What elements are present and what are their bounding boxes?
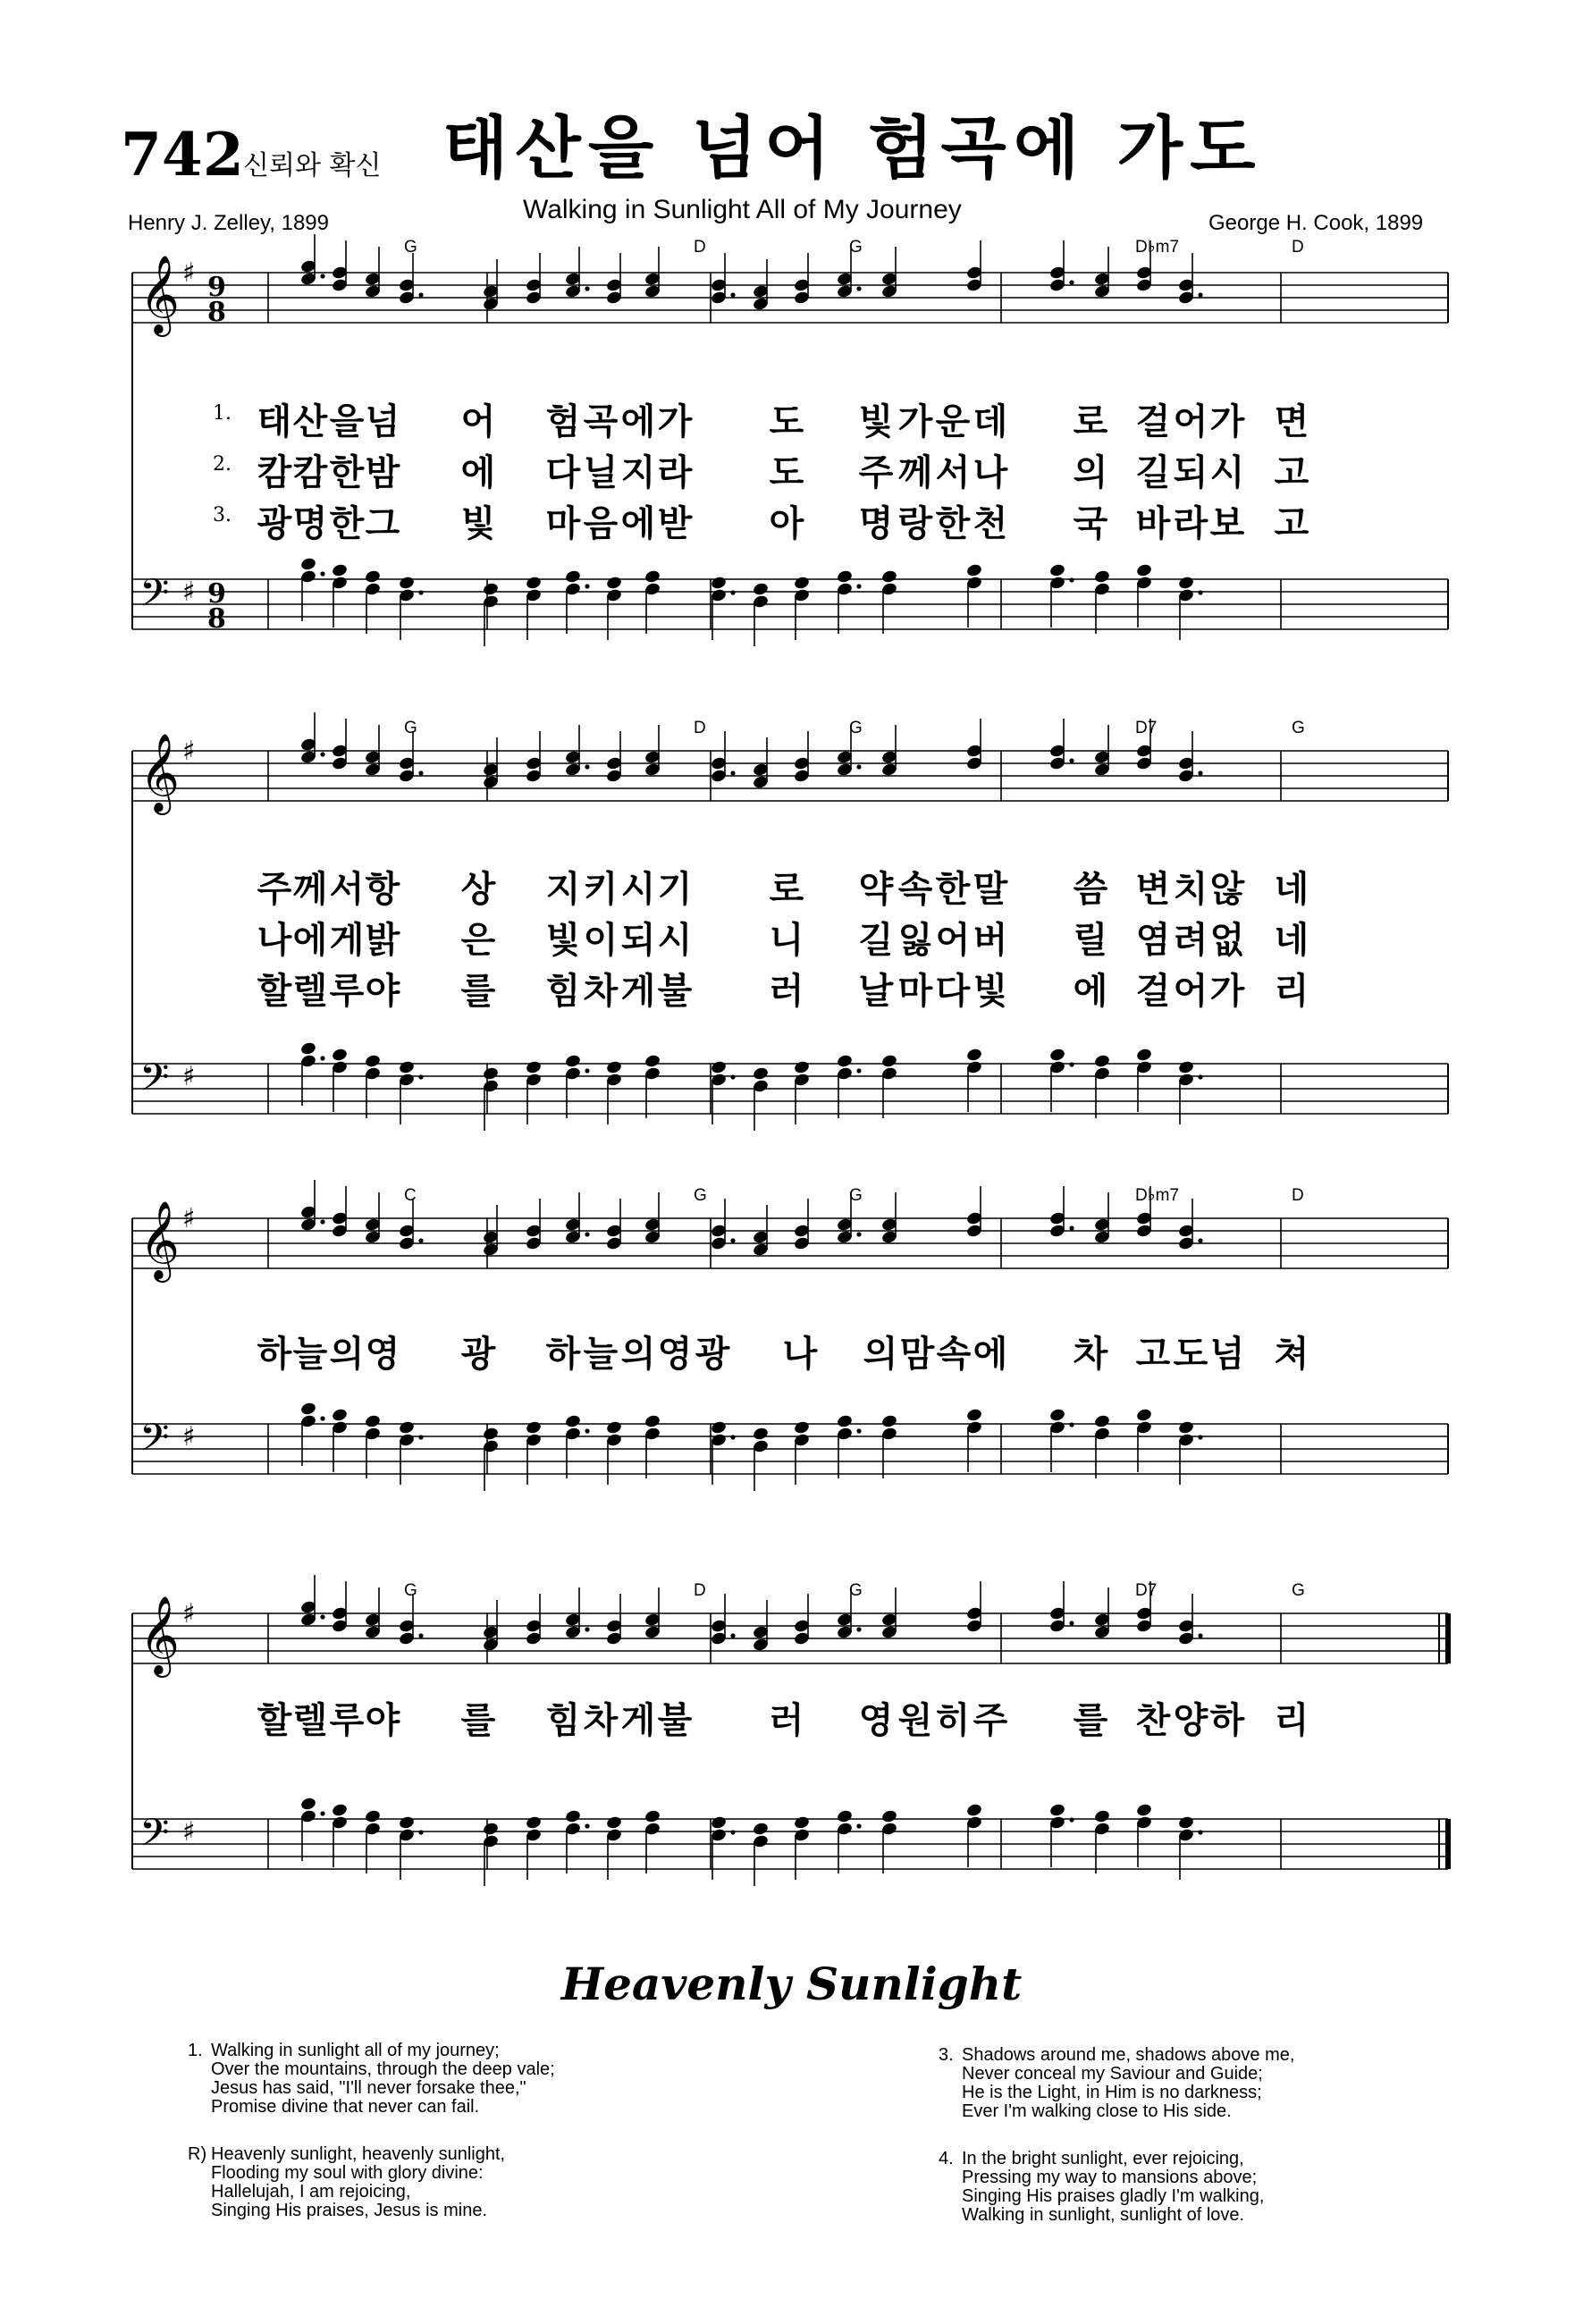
note-head	[793, 1815, 810, 1831]
time-signature-bottom: 8	[207, 297, 226, 328]
lyric-syllable: 지	[545, 869, 581, 910]
lyric-syllable: 게	[329, 920, 365, 961]
lyric-syllable: 가	[1209, 971, 1245, 1012]
key-signature-sharp-icon: ♯	[182, 1816, 196, 1848]
time-signature-bottom: 8	[207, 603, 226, 635]
chord-symbol: D	[694, 238, 706, 257]
lyric-syllable: 보	[1209, 503, 1245, 544]
lyric-syllable: 어	[460, 401, 496, 442]
lyric-syllable: 고	[1274, 452, 1309, 493]
note-head	[880, 1809, 897, 1824]
lyric-syllable: 속	[936, 1334, 972, 1375]
lyric-syllable: 도	[769, 401, 804, 442]
lyric-syllable: 가	[897, 401, 933, 442]
lyric-syllable: 도	[1173, 1334, 1208, 1375]
lyric-syllable: 가	[657, 401, 693, 442]
lyric-syllable: 로	[1073, 401, 1108, 442]
note-head	[1135, 1803, 1152, 1818]
note-head	[1093, 1809, 1110, 1824]
time-signature-top: 9	[207, 578, 226, 610]
stanza-label: 3.	[939, 2045, 954, 2065]
lyric-syllable: 차	[583, 1700, 619, 1741]
lyric-syllable: 받	[657, 503, 693, 544]
note-head	[644, 1809, 661, 1824]
lyric-syllable: 되	[1173, 452, 1208, 493]
dot	[1069, 1621, 1074, 1625]
chord-symbol: D	[694, 719, 706, 737]
lyric-syllable: 아	[769, 503, 804, 544]
lyric-syllable: 쳐	[1274, 1334, 1309, 1375]
lyric-syllable: 에	[620, 503, 656, 544]
lyric-syllable: 버	[973, 920, 1008, 961]
stanza-line: Promise divine that never can fail.	[211, 2097, 480, 2117]
lyric-syllable: 영	[365, 1334, 400, 1375]
lyric-syllable: 러	[769, 1700, 804, 1741]
lyric-syllable: 시	[657, 920, 693, 961]
note-head	[364, 1809, 381, 1824]
lyric-syllable: 약	[858, 869, 894, 910]
lyric-syllable: 태	[257, 401, 292, 442]
lyric-syllable: 나	[973, 452, 1008, 493]
lyric-syllable: 니	[769, 920, 804, 961]
lyric-syllable: 명	[858, 503, 894, 544]
lyric-syllable: 고	[1274, 503, 1309, 544]
chord-symbol: G	[694, 1186, 707, 1205]
english-stanza-4	[939, 2150, 1264, 2225]
lyric-syllable: 닐	[583, 452, 619, 493]
dot	[418, 1633, 423, 1638]
lyric-syllable: 할	[257, 1700, 292, 1741]
lyric-syllable: 나	[782, 1334, 818, 1375]
lyric-syllable: 서	[329, 869, 365, 910]
stanza-line: In the bright sunlight, ever rejoicing,	[962, 2149, 1244, 2168]
lyric-syllable: 께	[292, 869, 328, 910]
lyric-syllable: 께	[897, 452, 933, 493]
stanza-line: Jesus has said, "I'll never forsake thee,"	[211, 2078, 526, 2098]
stanza-label: R)	[188, 2144, 207, 2164]
lyric-syllable: 다	[935, 971, 971, 1012]
key-signature-sharp-icon: ♯	[182, 257, 196, 289]
lyric-syllable: 그	[365, 503, 400, 544]
note-head	[836, 1809, 853, 1824]
bass-staff	[132, 1811, 1448, 1869]
stanza-line: Hallelujah, I am rejoicing,	[211, 2182, 411, 2202]
bass-clef-icon: 𝄢	[139, 1811, 170, 1865]
lyric-syllable: 게	[620, 971, 656, 1012]
chord-symbol: G	[404, 1581, 417, 1600]
key-signature-sharp-icon: ♯	[182, 577, 196, 608]
lyric-syllable: 없	[1209, 920, 1245, 961]
chord-symbol: D♭m7	[1135, 238, 1180, 257]
treble-clef-icon: 𝄞	[139, 732, 180, 812]
lyric-syllable: 라	[657, 452, 693, 493]
lyric-syllable: 주	[858, 452, 894, 493]
lyric-syllable: 이	[583, 920, 619, 961]
lyric-syllable: 상	[460, 869, 496, 910]
lyric-syllable: 의	[620, 1334, 656, 1375]
lyric-syllable: 리	[1274, 1700, 1309, 1741]
lyric-syllable: 영	[657, 1334, 693, 1375]
stanza-line: Walking in sunlight, sunlight of love.	[962, 2205, 1245, 2225]
lyric-syllable: 캄	[257, 452, 292, 493]
lyric-syllable: 치	[1173, 869, 1208, 910]
lyric-syllable: 은	[460, 920, 496, 961]
lyric-syllable: 빛	[460, 503, 496, 544]
lyric-syllable: 를	[460, 1700, 496, 1741]
lyric-syllable: 천	[973, 503, 1008, 544]
stanza-line: He is the Light, in Him is no darkness;	[962, 2083, 1262, 2102]
key-signature-sharp-icon: ♯	[182, 736, 196, 767]
stanza-line: Singing His praises, Jesus is mine.	[211, 2201, 488, 2220]
chord-symbol: G	[1292, 1581, 1305, 1600]
note-head	[299, 1797, 316, 1812]
lyric-syllable: 넘	[1209, 1334, 1245, 1375]
lyric-syllable: 나	[257, 920, 292, 961]
composer-credit: George H. Cook, 1899	[1208, 211, 1424, 235]
lyric-syllable: 찬	[1135, 1700, 1171, 1741]
stanza-line: Shadows around me, shadows above me,	[962, 2045, 1295, 2065]
time-signature-top: 9	[207, 272, 226, 303]
lyric-syllable: 리	[1274, 971, 1309, 1012]
note-head	[1177, 1815, 1194, 1831]
lyric-syllable: 할	[257, 971, 292, 1012]
note-head	[331, 1803, 348, 1818]
hymn-number: 742	[121, 120, 244, 189]
lyric-syllable: 하	[1209, 1700, 1245, 1741]
lyric-syllable: 네	[1274, 920, 1309, 961]
lyric-syllable: 되	[620, 920, 656, 961]
lyric-syllable: 광	[460, 1334, 496, 1375]
lyric-syllable: 러	[769, 971, 804, 1012]
bass-clef-icon: 𝄢	[139, 1416, 170, 1469]
lyric-syllable: 마	[545, 503, 581, 544]
lyric-syllable: 한	[935, 503, 971, 544]
treble-clef-icon: 𝄞	[139, 1595, 180, 1674]
stanza-label: 1.	[188, 2041, 203, 2060]
lyric-syllable: 곡	[583, 401, 619, 442]
chord-symbol: G	[404, 719, 417, 737]
lyric-syllable: 려	[1173, 920, 1208, 961]
note-head	[1048, 1803, 1065, 1818]
dot	[856, 1627, 861, 1631]
lyric-syllable: 지	[620, 452, 656, 493]
lyric-syllable: 루	[329, 971, 365, 1012]
stanza-line: Never conceal my Saviour and Guide;	[962, 2064, 1263, 2084]
lyric-syllable: 도	[769, 452, 804, 493]
lyric-syllable: 한	[935, 869, 971, 910]
lyric-syllable: 맘	[899, 1334, 935, 1375]
lyric-syllable: 빛	[973, 971, 1008, 1012]
key-signature-sharp-icon: ♯	[182, 1203, 196, 1234]
note-head	[752, 1822, 769, 1837]
lyric-syllable: 하	[257, 1334, 292, 1375]
lyric-syllable: 않	[1209, 869, 1245, 910]
hymn-title: 태산을 넘어 험곡에 가도	[442, 108, 1263, 188]
dot	[856, 1823, 861, 1828]
lyric-syllable: 험	[545, 401, 581, 442]
chord-symbol: G	[1292, 719, 1305, 737]
stanza-line: Walking in sunlight all of my journey;	[211, 2041, 500, 2060]
lyric-syllable: 렐	[292, 1700, 328, 1741]
note-head	[965, 1803, 982, 1818]
dot	[730, 1830, 735, 1834]
lyric-syllable: 라	[1173, 503, 1208, 544]
lyric-syllable: 릴	[1073, 920, 1108, 961]
lyric-syllable: 의	[863, 1334, 898, 1375]
chord-symbol: D♭m7	[1135, 1186, 1180, 1205]
lyric-syllable: 길	[858, 920, 894, 961]
note-head	[564, 1809, 581, 1824]
lyric-syllable: 광	[695, 1334, 730, 1375]
lyric-syllable: 불	[657, 1700, 693, 1741]
lyric-syllable: 에	[620, 401, 656, 442]
stanza-line: Pressing my way to mansions above;	[962, 2168, 1258, 2187]
bass-clef-icon: 𝄢	[139, 571, 170, 625]
lyric-syllable: 광	[257, 503, 292, 544]
stanza-line: Heavenly sunlight, heavenly sunlight,	[211, 2144, 506, 2164]
lyric-syllable: 야	[365, 1700, 400, 1741]
lyric-syllable: 길	[1135, 452, 1171, 493]
stanza-line: Over the mountains, through the deep vale;	[211, 2059, 555, 2079]
chord-symbol: D	[694, 1581, 706, 1600]
key-signature-sharp-icon: ♯	[182, 1421, 196, 1452]
lyric-syllable: 잃	[897, 920, 933, 961]
stanza-line: Flooding my soul with glory divine:	[211, 2163, 484, 2183]
lyric-syllable: 를	[460, 971, 496, 1012]
chord-symbol: G	[849, 238, 863, 257]
chord-symbol: G	[849, 719, 863, 737]
lyric-syllable: 한	[329, 503, 365, 544]
lyric-syllable: 늘	[292, 1334, 328, 1375]
lyric-syllable: 염	[1135, 920, 1171, 961]
lyric-syllable: 에	[460, 452, 496, 493]
dot	[1198, 1830, 1202, 1834]
lyric-syllable: 시	[1209, 452, 1245, 493]
lyric-syllable: 하	[545, 1334, 581, 1375]
chord-symbol: D7	[1135, 1581, 1158, 1600]
lyric-syllable: 를	[1073, 1700, 1108, 1741]
lyric-syllable: 루	[329, 1700, 365, 1741]
dot	[730, 1633, 735, 1638]
lyric-syllable: 원	[897, 1700, 933, 1741]
lyric-syllable: 히	[935, 1700, 971, 1741]
stanza-line: Ever I'm walking close to His side.	[962, 2101, 1232, 2121]
lyric-syllable: 네	[1274, 869, 1309, 910]
verse-number: 3.	[213, 504, 232, 526]
lyric-syllable: 명	[292, 503, 328, 544]
verse-number: 1.	[213, 402, 232, 425]
lyric-syllable: 힘	[545, 971, 581, 1012]
lyric-syllable: 산	[292, 401, 328, 442]
note-head	[398, 1815, 415, 1831]
english-title: Heavenly Sunlight	[560, 1958, 1023, 2010]
lyric-syllable: 주	[973, 1700, 1008, 1741]
treble-clef-icon: 𝄞	[139, 1200, 180, 1279]
lyric-syllable: 걸	[1135, 401, 1171, 442]
lyric-syllable: 국	[1073, 503, 1108, 544]
lyric-syllable: 캄	[292, 452, 328, 493]
lyric-syllable: 말	[973, 869, 1008, 910]
lyric-syllable: 랑	[897, 503, 933, 544]
lyric-syllable: 날	[858, 971, 894, 1012]
lyric-syllable: 걸	[1135, 971, 1171, 1012]
lyric-syllable: 힘	[545, 1700, 581, 1741]
dot	[585, 1823, 589, 1828]
lyric-syllable: 양	[1173, 1700, 1208, 1741]
lyric-syllable: 항	[365, 869, 400, 910]
lyric-syllable: 어	[1173, 971, 1208, 1012]
lyric-syllable: 데	[973, 401, 1008, 442]
lyric-syllable: 가	[1209, 401, 1245, 442]
lyric-syllable: 밝	[365, 920, 400, 961]
chord-symbol: G	[849, 1186, 863, 1205]
dot	[418, 1830, 423, 1834]
english-refrain	[188, 2145, 505, 2220]
lyric-syllable: 에	[1073, 971, 1108, 1012]
lyric-syllable: 서	[935, 452, 971, 493]
verse-number: 2.	[213, 453, 232, 476]
lyric-syllable: 을	[329, 401, 365, 442]
lyric-syllable: 키	[583, 869, 619, 910]
chord-symbol: D7	[1135, 719, 1158, 737]
lyric-syllable: 넘	[365, 401, 400, 442]
note-head	[710, 1815, 727, 1831]
dot	[320, 1614, 324, 1619]
treble-staff	[132, 1595, 1448, 1678]
chord-symbol: D	[1292, 1186, 1304, 1205]
bass-notes	[299, 1797, 1202, 1886]
hymn-category: 신뢰와 확신	[243, 150, 382, 181]
bass-clef-icon: 𝄢	[139, 1056, 170, 1109]
lyric-syllable: 빛	[545, 920, 581, 961]
lyric-syllable: 씀	[1073, 869, 1108, 910]
lyric-syllable: 주	[257, 869, 292, 910]
dot	[320, 1811, 324, 1815]
lyric-syllable: 바	[1135, 503, 1171, 544]
lyric-syllable: 에	[292, 920, 328, 961]
lyric-syllable: 마	[897, 971, 933, 1012]
key-signature-sharp-icon: ♯	[182, 1061, 196, 1092]
dot	[1069, 1817, 1074, 1822]
lyric-syllable: 속	[897, 869, 933, 910]
lyric-syllable: 늘	[583, 1334, 619, 1375]
key-signature-sharp-icon: ♯	[182, 1598, 196, 1629]
english-stanza-3	[939, 2046, 1294, 2121]
lyric-syllable: 게	[620, 1700, 656, 1741]
chord-symbol: D	[1292, 238, 1304, 257]
lyric-syllable: 기	[657, 869, 693, 910]
lyric-syllable: 야	[365, 971, 400, 1012]
dot	[585, 1627, 589, 1631]
lyric-syllable: 불	[657, 971, 693, 1012]
lyric-syllable: 차	[1073, 1334, 1108, 1375]
lyric-syllable: 음	[583, 503, 619, 544]
lyric-syllable: 로	[769, 869, 804, 910]
lyric-syllable: 운	[935, 401, 971, 442]
chord-symbol: G	[404, 238, 417, 257]
lyric-syllable: 시	[620, 869, 656, 910]
lyric-syllable: 영	[858, 1700, 894, 1741]
lyric-syllable: 다	[545, 452, 581, 493]
chord-symbol: C	[404, 1186, 417, 1205]
hymn-subtitle: Walking in Sunlight All of My Journey	[523, 195, 962, 224]
lyric-syllable: 에	[973, 1334, 1008, 1375]
note-head	[605, 1815, 622, 1831]
lyric-syllable: 렐	[292, 971, 328, 1012]
lyric-syllable: 한	[329, 452, 365, 493]
stanza-line: Singing His praises gladly I'm walking,	[962, 2186, 1265, 2206]
lyric-syllable: 어	[935, 920, 971, 961]
lyric-syllable: 변	[1135, 869, 1171, 910]
dot	[1198, 1633, 1202, 1638]
lyric-syllable: 밤	[365, 452, 400, 493]
chord-symbol: G	[849, 1581, 863, 1600]
lyric-syllable: 차	[583, 971, 619, 1012]
treble-clef-icon: 𝄞	[139, 254, 180, 333]
lyric-syllable: 어	[1173, 401, 1208, 442]
lyricist-credit: Henry J. Zelley, 1899	[128, 211, 329, 235]
stanza-label: 4.	[939, 2149, 954, 2168]
lyric-syllable: 의	[1073, 452, 1108, 493]
lyric-syllable: 빛	[858, 401, 894, 442]
lyric-syllable: 고	[1135, 1334, 1171, 1375]
note-head	[482, 1822, 499, 1837]
note-head	[525, 1815, 542, 1831]
lyric-syllable: 의	[329, 1334, 365, 1375]
lyric-syllable: 면	[1274, 401, 1309, 442]
english-stanza-1	[188, 2042, 555, 2117]
